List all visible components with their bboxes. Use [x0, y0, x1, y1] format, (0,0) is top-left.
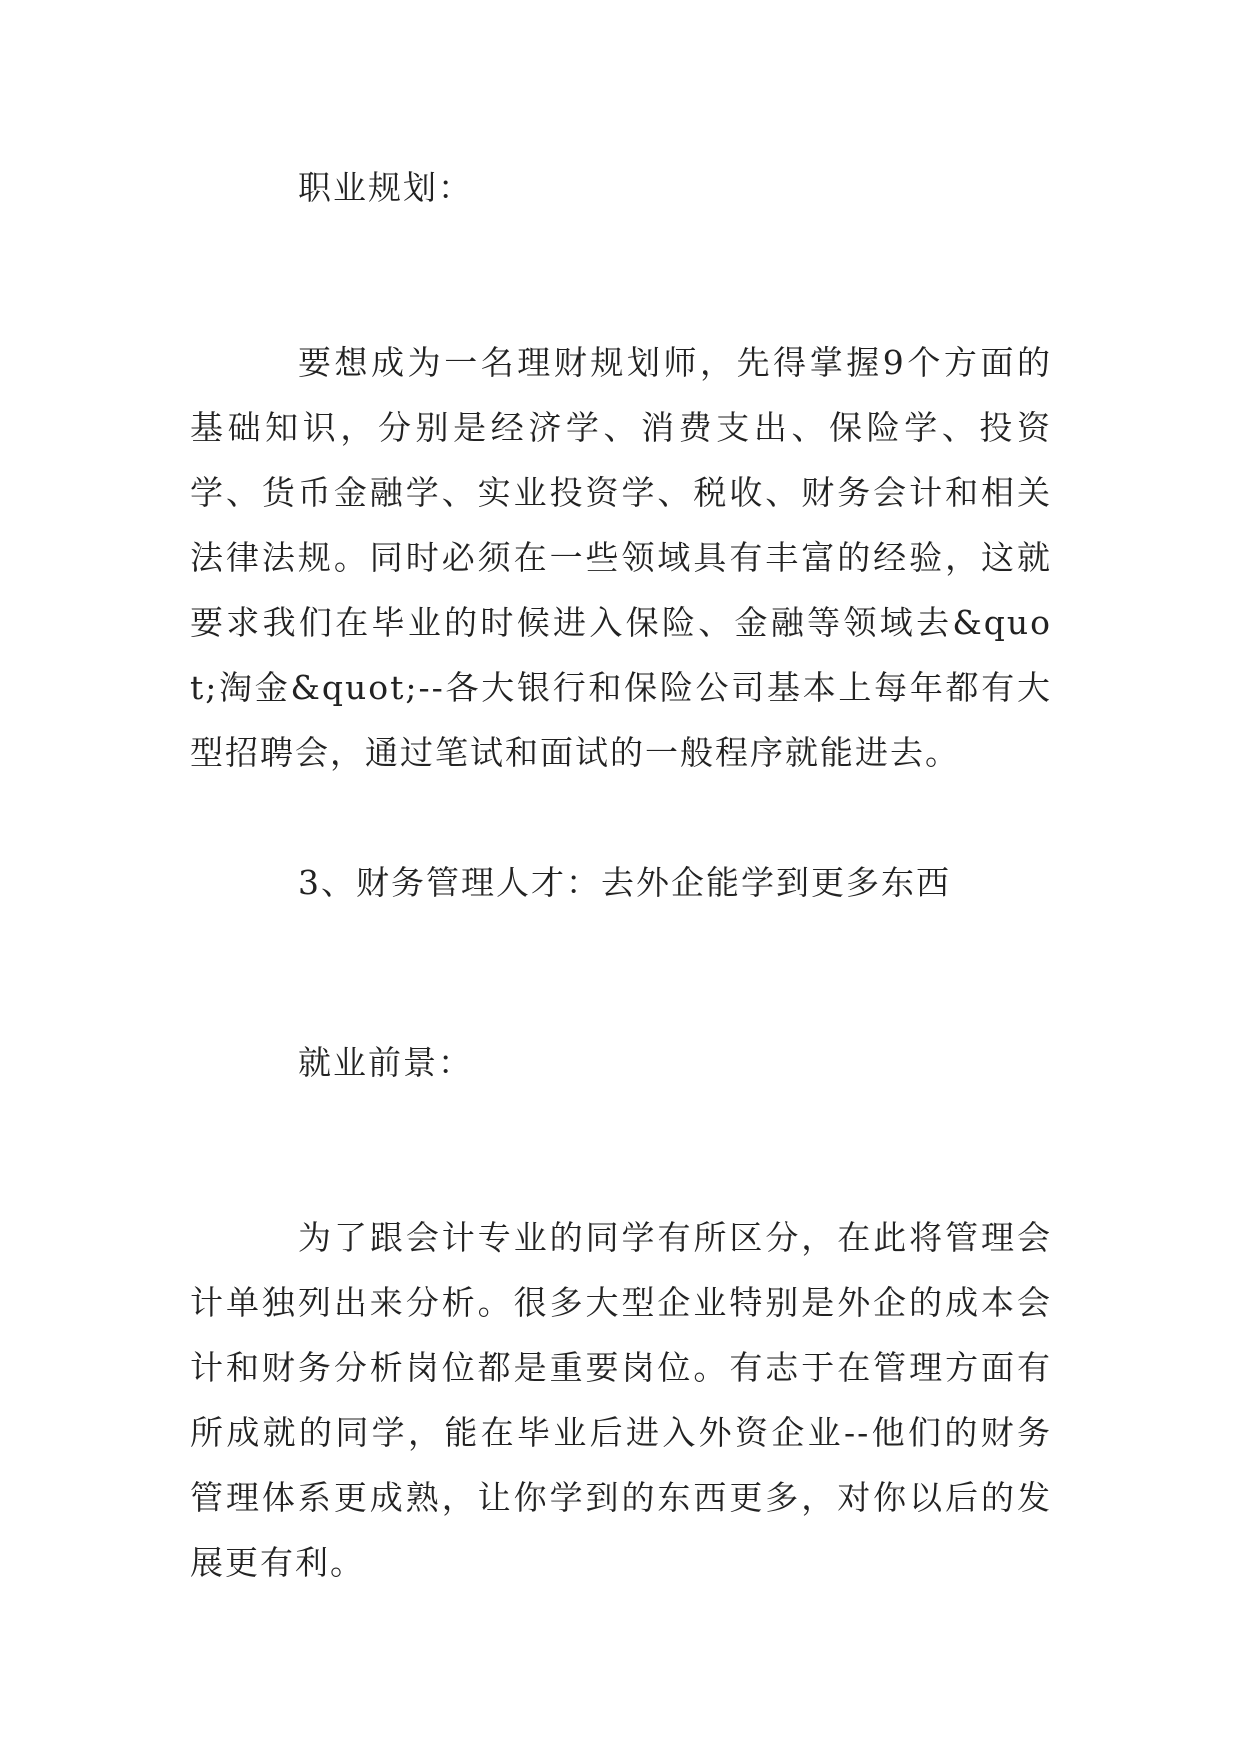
career-plan-heading: 职业规划： [298, 168, 473, 207]
employment-prospect-heading: 就业前景： [298, 1043, 473, 1082]
career-plan-paragraph: 要想成为一名理财规划师，先得掌握9个方面的基础知识，分别是经济学、消费支出、保险学、投资学、货币金融学、实业投资学、税收、财务会计和相关法律法规。同时必须在一些领域具有丰富的经验，这就要求我们在毕业的时候进入保险、金融等领域去&quot;淘金&quot;--各大银行和保险公司基本上每年都有大型招聘会，通过笔试和面试的一般程序就能进去。 [190, 343, 1052, 772]
section-3-title: 3、财务管理人才：去外企能学到更多东西 [298, 863, 951, 902]
employment-prospect-paragraph: 为了跟会计专业的同学有所区分，在此将管理会计单独列出来分析。很多大型企业特别是外企的成本会计和财务分析岗位都是重要岗位。有志于在管理方面有所成就的同学，能在毕业后进入外资企业--他们的财务管理体系更成熟，让你学到的东西更多，对你以后的发展更有利。 [190, 1218, 1052, 1582]
